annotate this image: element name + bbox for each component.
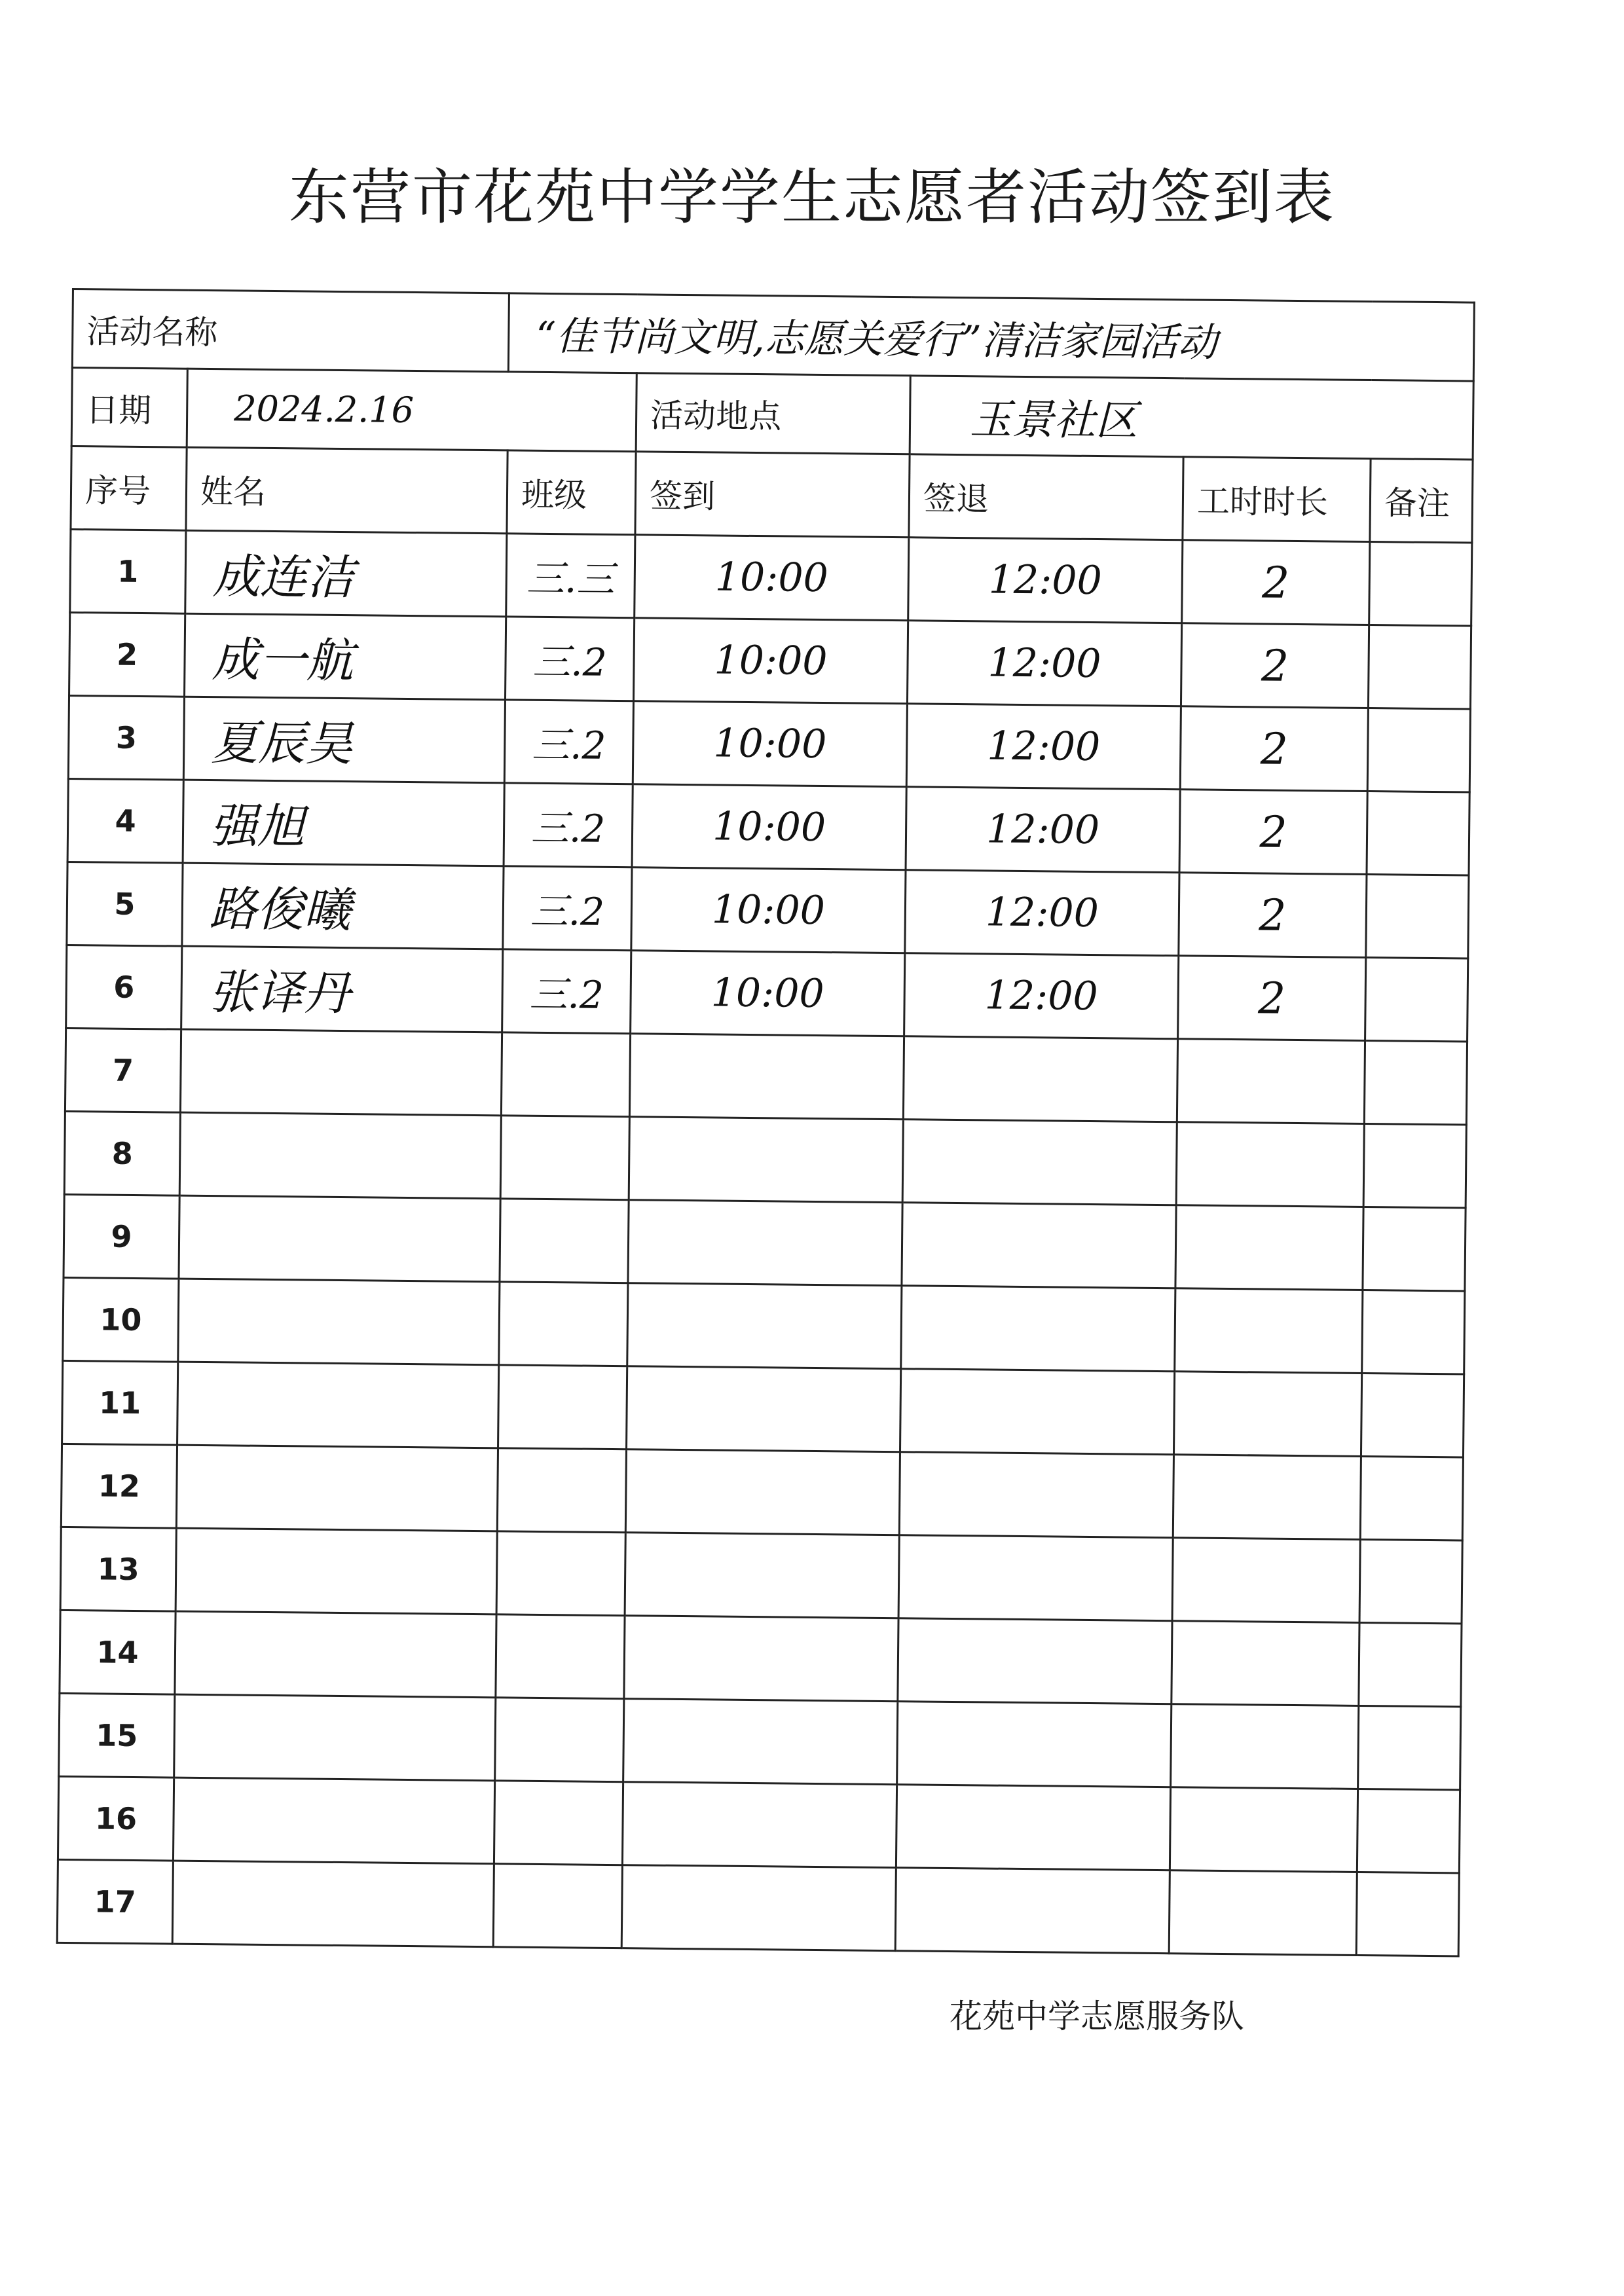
row-number: 8 [64,1111,180,1195]
row-sign-in [627,1283,902,1369]
row-sign-out: 12:00 [905,870,1179,956]
table-row [67,778,1469,875]
row-note [1358,1705,1461,1789]
activity-label: 活动名称 [72,289,509,372]
row-sign-out [900,1369,1174,1455]
row-note [1362,1290,1465,1374]
col-header-sign-in: 签到 [635,452,910,538]
row-sign-in: 10:00 [633,701,907,787]
row-name [172,1861,494,1947]
row-class: 三.2 [504,700,633,784]
row-number: 6 [66,945,182,1029]
row-class: 三.2 [502,949,631,1034]
row-sign-in [625,1449,900,1535]
row-sign-out [901,1286,1175,1372]
row-number: 1 [70,529,186,613]
row-hours: 2 [1182,540,1370,625]
row-name [173,1777,494,1864]
location-label: 活动地点 [636,373,910,454]
row-sign-out [898,1618,1172,1704]
row-name: 路俊曦 [182,863,504,949]
col-header-hours: 工时时长 [1183,457,1371,542]
row-sign-out [897,1702,1172,1787]
row-number: 3 [68,695,184,780]
table-row [68,695,1470,792]
row-sign-in: 10:00 [631,951,905,1036]
row-number: 2 [69,612,185,697]
col-header-note: 备注 [1370,459,1473,543]
row-hours: 2 [1178,956,1366,1041]
row-sign-in [622,1782,896,1868]
footer-signature: 花苑中学志愿服务队 [950,1997,1244,2035]
row-name [180,1029,502,1116]
row-class: 三.2 [503,866,632,951]
row-hours [1175,1288,1363,1374]
row-sign-out: 12:00 [906,787,1180,873]
row-note [1357,1789,1460,1872]
signin-table [56,288,1475,1957]
date-location-row [71,368,1473,460]
row-class [493,1864,622,1948]
row-class: 三.2 [505,617,634,701]
row-name: 张译丹 [181,946,503,1032]
row-class [500,1116,629,1200]
row-class [501,1032,630,1117]
table-row [66,945,1468,1042]
row-note [1361,1373,1464,1457]
row-sign-out: 12:00 [907,621,1181,706]
column-header-row [71,446,1473,543]
row-name [177,1362,499,1448]
row-sign-out [902,1120,1177,1205]
table-row [57,1859,1459,1956]
row-name [176,1445,498,1531]
row-sign-in [629,1034,904,1120]
row-note [1359,1539,1462,1623]
row-number: 16 [58,1776,174,1861]
table-row [69,612,1471,709]
row-class: 三.三 [506,534,635,618]
table-row [65,1028,1467,1125]
row-name [174,1694,496,1781]
row-number: 11 [62,1360,178,1445]
row-name [178,1279,500,1365]
location-value: 玉景社区 [910,376,1473,460]
signin-sheet [56,288,1473,2003]
row-sign-in [629,1117,903,1203]
date-value: 2024.2.16 [187,369,637,452]
row-name [175,1528,497,1614]
table-row [63,1277,1465,1374]
date-label: 日期 [71,368,187,448]
row-class [496,1614,625,1699]
row-sign-out [903,1036,1177,1122]
row-note [1369,542,1472,626]
row-class [495,1698,624,1782]
row-name [179,1195,500,1282]
row-hours [1176,1122,1364,1207]
row-sign-in [625,1533,899,1618]
row-number: 9 [64,1194,179,1279]
row-hours [1171,1704,1359,1789]
row-sign-out [898,1535,1173,1621]
row-sign-out [899,1452,1173,1538]
row-number: 10 [63,1277,179,1362]
row-sign-in: 10:00 [633,618,908,704]
col-header-sign-out: 签退 [909,454,1183,540]
row-hours [1170,1787,1357,1872]
row-name [179,1112,501,1199]
row-class [500,1199,629,1283]
row-sign-out [896,1785,1170,1870]
row-class: 三.2 [504,783,633,867]
row-hours [1172,1538,1360,1623]
row-note [1365,958,1468,1042]
table-row [60,1610,1462,1707]
row-hours [1173,1372,1361,1457]
row-number: 14 [60,1610,175,1694]
row-number: 13 [60,1527,176,1611]
row-note [1367,708,1470,792]
row-hours: 2 [1181,623,1369,708]
row-name: 夏辰昊 [183,697,505,783]
row-sign-in: 10:00 [631,867,906,953]
row-hours: 2 [1179,873,1367,958]
row-sign-in [628,1200,902,1286]
row-number: 12 [61,1444,177,1528]
table-row [62,1360,1464,1457]
row-number: 17 [57,1859,173,1944]
row-sign-out: 12:00 [908,538,1183,623]
row-note [1363,1124,1466,1208]
row-sign-out [902,1203,1176,1288]
table-row [70,529,1472,626]
row-note [1356,1872,1459,1956]
row-sign-in [627,1366,901,1452]
row-hours: 2 [1179,790,1367,875]
row-class [498,1365,627,1449]
activity-value: “佳节尚文明,志愿关爱行”清洁家园活动 [508,293,1474,381]
table-row [61,1444,1463,1540]
row-class [499,1282,628,1366]
row-name [175,1611,496,1698]
row-sign-out: 12:00 [904,953,1179,1039]
row-number: 4 [67,778,183,863]
row-hours [1175,1205,1363,1290]
row-hours [1177,1039,1365,1124]
row-hours [1172,1621,1359,1706]
row-number: 7 [65,1028,181,1112]
row-number: 15 [59,1693,175,1777]
row-class [497,1448,626,1533]
row-note [1367,792,1469,875]
row-sign-in [624,1616,898,1702]
activity-row [72,289,1474,382]
table-row [60,1527,1462,1624]
row-class [496,1531,625,1616]
table-row [58,1776,1460,1873]
row-hours [1173,1455,1361,1540]
row-name: 成一航 [185,613,506,700]
row-note [1368,625,1471,709]
table-row [64,1194,1466,1291]
col-header-class: 班级 [507,450,636,535]
row-sign-in [621,1865,896,1951]
row-sign-in [623,1699,898,1785]
col-header-name: 姓名 [186,447,507,534]
row-number: 5 [67,862,183,946]
table-row [59,1693,1461,1790]
row-sign-out: 12:00 [906,704,1181,790]
row-hours: 2 [1180,706,1368,792]
row-name: 成连洁 [185,530,507,617]
row-sign-in: 10:00 [635,535,909,621]
page-title: 东营市花苑中学学生志愿者活动签到表 [288,162,1335,232]
row-note [1364,1041,1467,1125]
row-note [1360,1456,1463,1540]
row-note [1359,1622,1462,1706]
row-sign-out [895,1868,1170,1954]
row-hours [1169,1870,1357,1956]
table-row [64,1111,1466,1208]
row-note [1363,1207,1466,1290]
col-header-no: 序号 [71,446,187,531]
row-note [1366,875,1469,958]
row-name: 强旭 [183,780,504,866]
row-sign-in: 10:00 [632,784,906,870]
table-row [67,862,1469,958]
row-class [494,1781,623,1865]
